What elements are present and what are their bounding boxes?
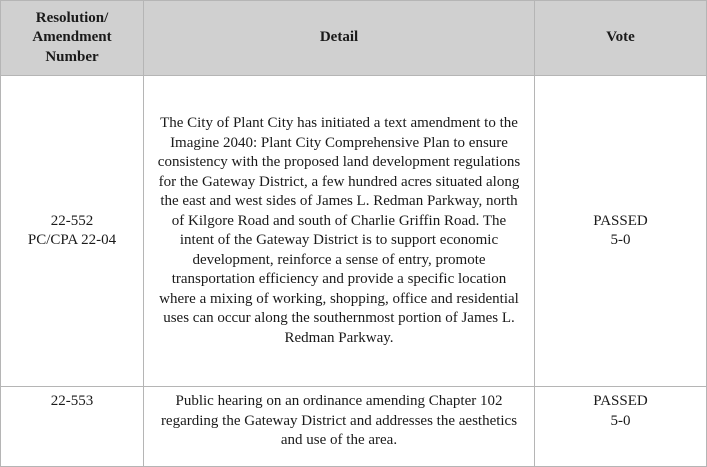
header-number-line-1: Resolution/: [35, 9, 109, 26]
header-number-line-3: Number: [45, 48, 99, 65]
resolution-number: 22-553: [50, 393, 94, 409]
vote-result: PASSED: [593, 212, 648, 229]
table-row: [1, 76, 707, 387]
resolution-number: 22-552: [50, 212, 94, 229]
header-number-line-2: Amendment: [32, 29, 112, 46]
header-number: [1, 1, 144, 76]
table-header: [1, 1, 707, 76]
vote-result: PASSED: [593, 393, 648, 409]
vote-cell: [535, 76, 707, 387]
vote-cell: [535, 387, 707, 467]
vote-count: 5-0: [610, 232, 631, 248]
detail-text: Public hearing on an ordinance amending Chapter 102 regarding the Gateway District and addresses the aesthetics and use of the area.: [144, 387, 535, 467]
header-vote: Vote: [535, 1, 707, 76]
resolution-number-cell: [1, 76, 144, 387]
table-body: [1, 76, 707, 467]
resolution-number-cell: [1, 387, 144, 467]
amendment-number: PC/CPA 22-04: [27, 232, 117, 248]
header-detail: Detail: [144, 1, 535, 76]
table-row: [1, 387, 707, 467]
header-row: [1, 1, 707, 76]
detail-text: The City of Plant City has initiated a text amendment to the Imagine 2040: Plant City Comprehensive Plan to ensure consistency with the proposed land development regulations for the Gateway District, a few hundred acres situated along the east and west sides of James L. Redman Parkway, north of Kilgore Road and south of Charlie Griffin Road. The intent of the Gateway District is to support economic development, reinforce a sense of entry, promote transportation efficiency and provide a specific location where a mixing of working, shopping, office and residential uses can occur along the southernmost portion of James L. Redman Parkway.: [144, 76, 535, 387]
vote-count: 5-0: [610, 412, 631, 429]
